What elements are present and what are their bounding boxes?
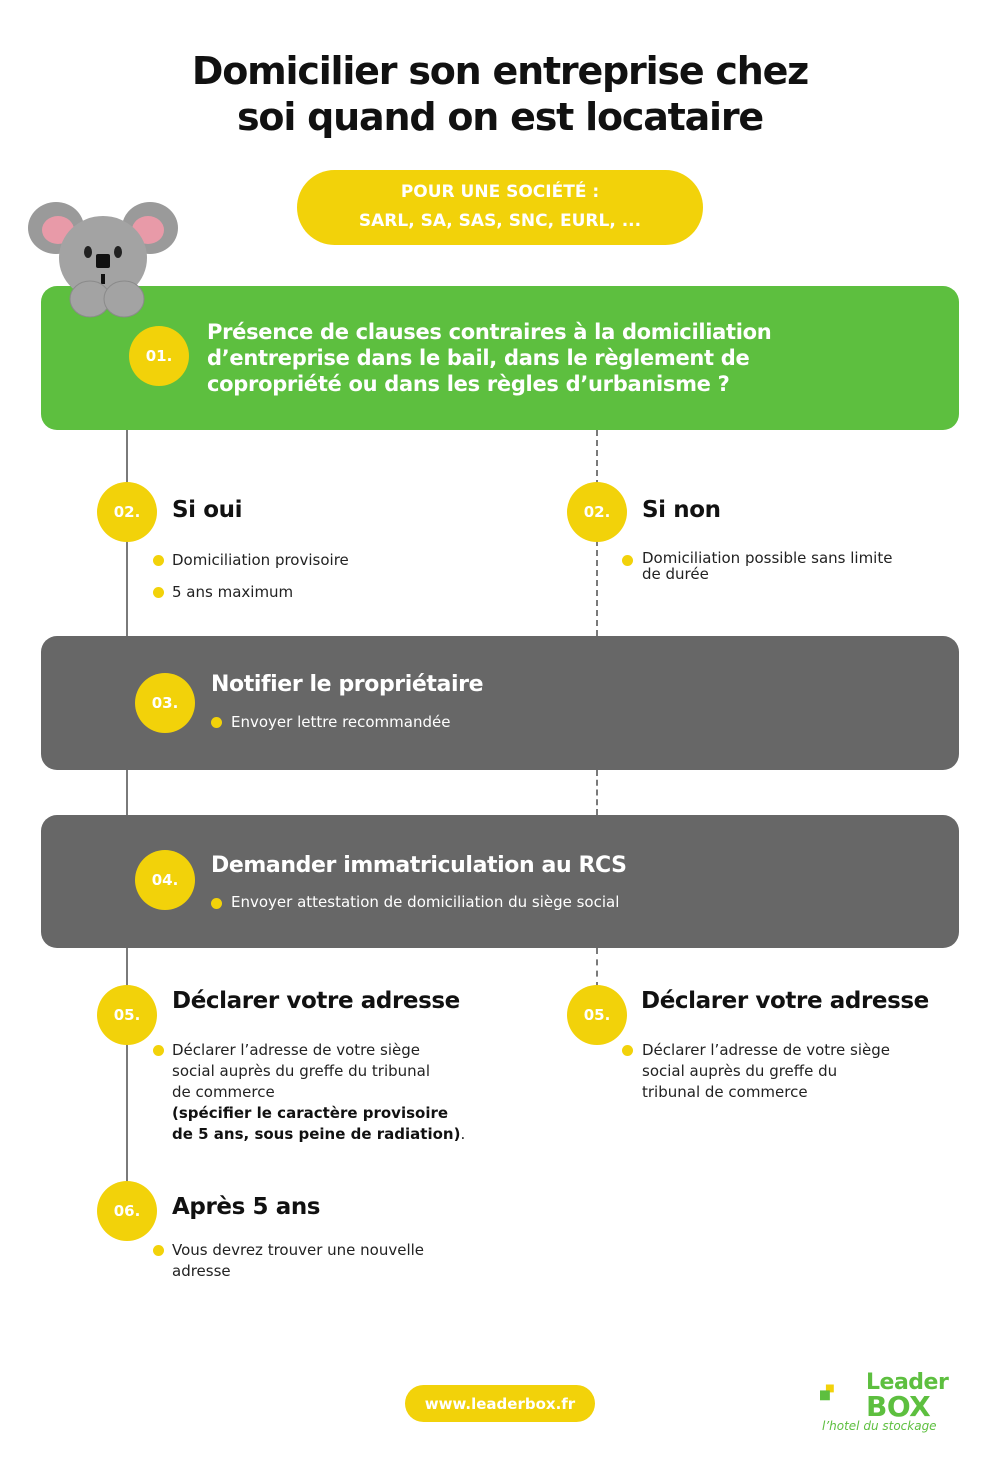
left-connector-3	[126, 948, 128, 1188]
bullet-dot-icon	[153, 1045, 164, 1056]
step-1-question	[207, 319, 927, 397]
text-tail: .	[460, 1125, 466, 1143]
step-1-question-line: copropriété ou dans les règles d’urbanisme ?	[207, 372, 730, 396]
step-3-title: Notifier le propriétaire	[211, 672, 484, 697]
company-types-list: SARL, SA, SAS, SNC, EURL, ...	[358, 211, 642, 231]
bullet-dot-icon	[211, 717, 222, 728]
text-line: tribunal de commerce	[642, 1083, 808, 1101]
page-title-line-2: soi quand on est locataire	[237, 95, 763, 139]
company-types-pill	[297, 170, 703, 245]
text-line: social auprès du greffe du tribunal	[172, 1062, 431, 1080]
bullet-dot-icon	[153, 555, 164, 566]
step-5-right-badge: 05.	[567, 985, 627, 1045]
step-2-yes-badge: 02.	[97, 482, 157, 542]
step-2-yes-bullet	[172, 582, 293, 603]
step-6-text	[172, 1240, 424, 1282]
step-3-bullet: Envoyer lettre recommandée	[231, 713, 451, 731]
bullet-dot-icon	[153, 1245, 164, 1256]
step-2-no-bullet	[642, 550, 892, 582]
logo-tagline: l’hotel du stockage	[822, 1419, 937, 1433]
bullet-dot-icon	[211, 898, 222, 909]
text-line: social auprès du greffe du	[642, 1062, 838, 1080]
bullet-text: 5 ans maximum	[172, 583, 294, 601]
step-5-left-text	[172, 1040, 465, 1145]
company-types-heading: POUR UNE SOCIÉTÉ :	[400, 182, 600, 202]
step-4-title: Demander immatriculation au RCS	[211, 853, 627, 878]
text-line: de commerce	[172, 1083, 275, 1101]
right-connector-3	[596, 948, 598, 988]
logo-word-box: BOX	[866, 1390, 931, 1423]
website-link[interactable]: www.leaderbox.fr	[405, 1385, 595, 1422]
text-line-bold: de 5 ans, sous peine de radiation)	[172, 1125, 461, 1143]
left-connector-2	[126, 770, 128, 815]
step-4-badge: 04.	[135, 850, 195, 910]
step-4-bullet: Envoyer attestation de domiciliation du siège social	[231, 893, 620, 911]
text-line: Déclarer l’adresse de votre siège	[172, 1041, 420, 1059]
bullet-dot-icon	[153, 587, 164, 598]
step-1-question-line: d’entreprise dans le bail, dans le règlement de	[207, 346, 750, 370]
bullet-dot-icon	[622, 1045, 633, 1056]
right-connector-2	[596, 770, 598, 815]
text-line: adresse	[172, 1262, 231, 1280]
text-line: Vous devrez trouver une nouvelle	[172, 1241, 425, 1259]
text-line: Déclarer l’adresse de votre siège	[642, 1041, 890, 1059]
bullet-text-line: Domiciliation possible sans limite	[642, 549, 893, 567]
step-2-yes-title: Si oui	[172, 497, 243, 523]
bullet-text: Domiciliation provisoire	[172, 551, 349, 569]
step-5-right-text	[642, 1040, 890, 1103]
bullet-text-line: de durée	[642, 565, 709, 583]
step-5-left-title: Déclarer votre adresse	[172, 988, 460, 1014]
page-title-line-1: Domicilier son entreprise chez	[191, 49, 809, 93]
step-1-badge: 01.	[129, 326, 189, 386]
step-2-no-badge: 02.	[567, 482, 627, 542]
step-6-title: Après 5 ans	[172, 1194, 321, 1220]
step-5-left-badge: 05.	[97, 985, 157, 1045]
leaderbox-logo-icon	[820, 1372, 866, 1420]
step-3-badge: 03.	[135, 673, 195, 733]
bullet-dot-icon	[622, 555, 633, 566]
step-1-question-line: Présence de clauses contraires à la domiciliation	[207, 320, 772, 344]
step-2-no-title: Si non	[642, 497, 721, 523]
step-5-right-title: Déclarer votre adresse	[641, 988, 929, 1014]
step-6-badge: 06.	[97, 1181, 157, 1241]
logo-word-leader: Leader	[866, 1370, 949, 1395]
text-line-bold: (spécifier le caractère provisoire	[172, 1104, 449, 1122]
page-title	[0, 48, 1000, 140]
koala-mascot-icon	[26, 196, 180, 318]
step-2-yes-bullet	[172, 550, 349, 571]
